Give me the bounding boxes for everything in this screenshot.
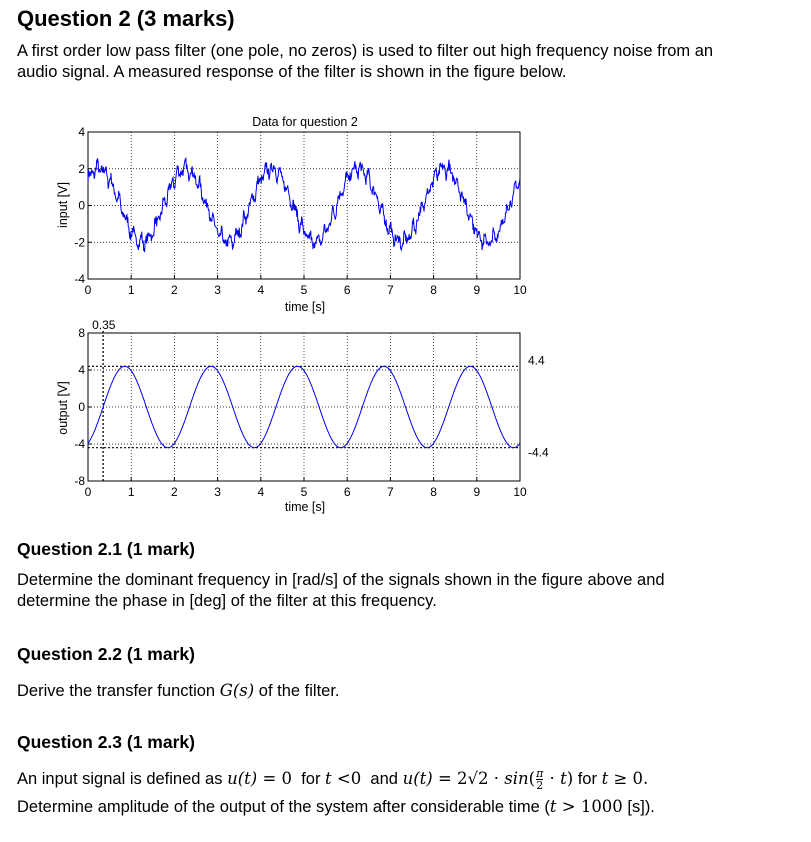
q23-math-eq0: = 0 <box>257 769 293 788</box>
q22-text-pre: Derive the transfer function <box>17 682 220 700</box>
q22-text <box>17 680 340 702</box>
q23-math-gt1000: > 1000 <box>556 797 623 816</box>
chart-title: Data for question 2 <box>252 115 358 129</box>
x-tick-label: 10 <box>513 485 527 499</box>
x-tick-label: 3 <box>214 485 221 499</box>
q23-text-a: An input signal is defined as <box>17 770 228 788</box>
q23-math-t3: t <box>601 769 609 788</box>
q23-math-u2: u(t) <box>402 769 433 788</box>
x-tick-label: 9 <box>473 485 481 499</box>
x-tick-label: 0 <box>84 485 92 499</box>
q21-line-1: Determine the dominant frequency in [rad/s] of the signals shown in the figure above and <box>17 571 665 589</box>
y-tick-label: -2 <box>74 235 85 250</box>
x-tick-label: 8 <box>430 485 437 499</box>
q23-line2-end: [s]). <box>622 798 655 816</box>
q23-math-lparen: ( <box>528 769 536 788</box>
x-tick-label: 2 <box>171 485 178 499</box>
q23-math-t4: t <box>549 797 557 816</box>
y-tick-label: -8 <box>74 474 85 488</box>
question-title: Question 2 (3 marks) <box>17 6 235 31</box>
x-tick-label: 3 <box>214 283 221 297</box>
q23-math-ge0: ≥ 0. <box>608 769 649 788</box>
q23-math-lt0: <0 <box>331 769 362 788</box>
chart-input-xlabel: time [s] <box>284 300 326 314</box>
annotation-label-y: -4.4 <box>528 445 549 460</box>
q23-line-2 <box>17 796 655 818</box>
x-tick-label: 9 <box>473 283 481 297</box>
y-tick-label: 0 <box>78 198 85 213</box>
y-tick-label: 8 <box>78 326 85 340</box>
chart-output-ylabel: output [V] <box>56 381 70 435</box>
y-tick-label: -4 <box>74 437 85 451</box>
q23-text-and: and <box>361 770 403 788</box>
q23-frac-den: 2 <box>536 779 544 793</box>
q23-math-fraction <box>536 768 543 791</box>
x-tick-label: 1 <box>127 283 135 297</box>
y-tick-label: 2 <box>78 161 85 176</box>
y-tick-label: 4 <box>78 363 85 377</box>
q23-math-rparen: ) <box>566 769 574 788</box>
q23-math-t: t <box>325 769 332 788</box>
q23-math-dot: · <box>544 769 561 788</box>
x-tick-label: 5 <box>300 485 308 499</box>
q23-math-sin: sin <box>504 769 529 788</box>
y-tick-label: 0 <box>78 400 85 414</box>
q23-text-for2: for <box>573 770 602 788</box>
q23-line-1 <box>17 768 648 791</box>
x-tick-label: 4 <box>257 283 265 297</box>
x-tick-label: 0 <box>84 283 92 297</box>
chart-output-grid <box>88 333 520 481</box>
annotation-label-x: 0.35 <box>92 318 116 332</box>
q23-math-u: u(t) <box>227 769 258 788</box>
chart-input-grid <box>88 132 520 279</box>
x-tick-label: 5 <box>300 283 308 297</box>
x-tick-label: 8 <box>430 283 437 297</box>
q22-text-post: of the filter. <box>254 682 340 700</box>
intro-line-2: audio signal. A measured response of the filter is shown in the figure below. <box>17 63 567 81</box>
x-tick-label: 10 <box>513 283 527 297</box>
x-tick-label: 6 <box>343 283 351 297</box>
q21-line-2: determine the phase in [deg] of the filter at this frequency. <box>17 592 437 610</box>
q23-math-amp: = 2√2 · <box>432 769 505 788</box>
x-tick-label: 6 <box>343 485 351 499</box>
y-tick-label: -4 <box>74 272 85 286</box>
intro-line-1: A first order low pass filter (one pole, no zeros) is used to filter out high frequency noise from an <box>17 42 714 60</box>
x-tick-label: 7 <box>387 283 394 297</box>
y-tick-label: 4 <box>78 125 85 139</box>
chart-output <box>56 318 549 514</box>
q22-title: Question 2.2 (1 mark) <box>17 644 195 664</box>
q23-line2-text: Determine amplitude of the output of the system after considerable time ( <box>17 798 550 816</box>
chart-input <box>56 115 527 314</box>
q23-math-t2: t <box>560 769 567 788</box>
x-tick-label: 1 <box>127 485 135 499</box>
q23-frac-num: π <box>536 767 544 781</box>
x-tick-label: 2 <box>171 283 178 297</box>
annotation-label-y: 4.4 <box>528 353 545 368</box>
chart-output-xlabel: time [s] <box>284 500 326 514</box>
q21-title: Question 2.1 (1 mark) <box>17 539 195 559</box>
x-tick-label: 4 <box>257 485 265 499</box>
chart-input-ylabel: input [V] <box>56 182 70 228</box>
x-tick-label: 7 <box>387 485 394 499</box>
q23-title: Question 2.3 (1 mark) <box>17 732 195 752</box>
q22-math-gs: G(s) <box>219 681 255 700</box>
q23-text-for: for <box>292 770 326 788</box>
